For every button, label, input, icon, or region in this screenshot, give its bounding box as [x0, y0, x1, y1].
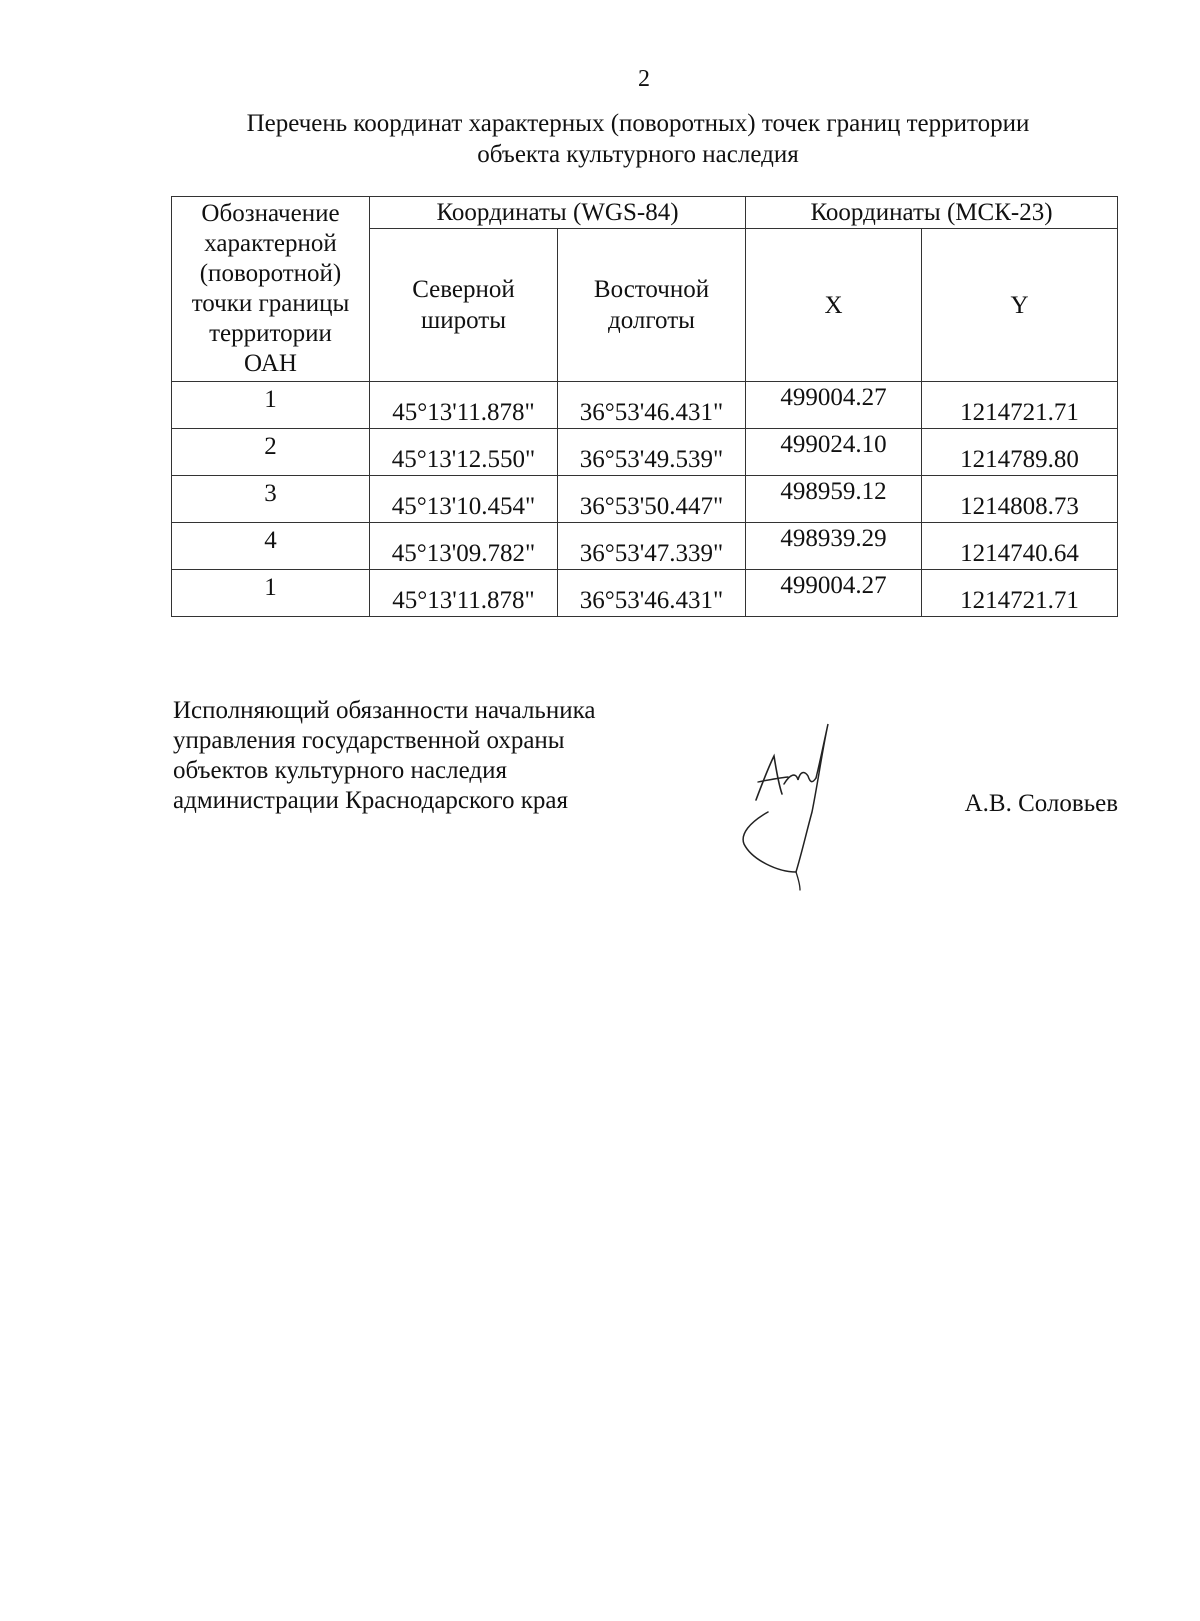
- cell-latitude: 45°13'12.550": [370, 429, 558, 476]
- cell-latitude: 45°13'11.878": [370, 382, 558, 429]
- position-line: Исполняющий обязанности начальника: [173, 697, 596, 724]
- page-number: 2: [638, 66, 650, 92]
- header-line: долготы: [608, 307, 695, 334]
- cell-latitude: 45°13'11.878": [370, 570, 558, 617]
- cell-x: 499004.27: [746, 570, 922, 617]
- header-msk23-group: Координаты (МСК-23): [746, 197, 1118, 229]
- coordinates-table: [171, 196, 1118, 617]
- cell-latitude: 45°13'10.454": [370, 476, 558, 523]
- title-line: объекта культурного наследия: [477, 141, 799, 168]
- cell-y: 1214808.73: [922, 476, 1118, 523]
- cell-y: 1214721.71: [922, 382, 1118, 429]
- header-line: ОАН: [244, 350, 297, 377]
- signatory-position: [173, 696, 693, 816]
- cell-longitude: 36°53'50.447": [558, 476, 746, 523]
- cell-point: 3: [172, 476, 370, 523]
- table-row: [172, 476, 1118, 523]
- cell-longitude: 36°53'46.431": [558, 382, 746, 429]
- title-line: Перечень координат характерных (поворотных) точек границ территории: [246, 110, 1030, 137]
- header-point-designation: [172, 197, 370, 382]
- cell-x: 499024.10: [746, 429, 922, 476]
- cell-x: 499004.27: [746, 382, 922, 429]
- header-line: точки границы: [191, 290, 350, 317]
- header-line: территории: [209, 320, 332, 347]
- document-title: [160, 108, 1116, 170]
- cell-longitude: 36°53'49.539": [558, 429, 746, 476]
- header-wgs84-group: Координаты (WGS-84): [370, 197, 746, 229]
- cell-point: 1: [172, 382, 370, 429]
- header-line: Восточной: [593, 276, 710, 303]
- cell-point: 2: [172, 429, 370, 476]
- table-row: [172, 523, 1118, 570]
- header-line: Обозначение: [201, 200, 340, 227]
- table-row: [172, 382, 1118, 429]
- cell-point: 4: [172, 523, 370, 570]
- handwritten-signature-icon: [738, 722, 858, 892]
- position-line: объектов культурного наследия: [173, 757, 507, 784]
- header-east-longitude: [558, 229, 746, 382]
- cell-longitude: 36°53'47.339": [558, 523, 746, 570]
- header-line: (поворотной): [199, 260, 342, 287]
- cell-y: 1214789.80: [922, 429, 1118, 476]
- cell-longitude: 36°53'46.431": [558, 570, 746, 617]
- cell-y: 1214740.64: [922, 523, 1118, 570]
- cell-x: 498959.12: [746, 476, 922, 523]
- header-north-latitude: [370, 229, 558, 382]
- table-row: [172, 429, 1118, 476]
- header-x: X: [746, 229, 922, 382]
- cell-y: 1214721.71: [922, 570, 1118, 617]
- signer-name: А.В. Соловьев: [964, 790, 1118, 817]
- header-line: Северной: [412, 276, 515, 303]
- cell-x: 498939.29: [746, 523, 922, 570]
- table-row: [172, 570, 1118, 617]
- header-y: Y: [922, 229, 1118, 382]
- header-line: характерной: [204, 230, 337, 257]
- cell-latitude: 45°13'09.782": [370, 523, 558, 570]
- header-line: широты: [420, 307, 507, 334]
- cell-point: 1: [172, 570, 370, 617]
- position-line: управления государственной охраны: [173, 727, 565, 754]
- position-line: администрации Краснодарского края: [173, 787, 569, 814]
